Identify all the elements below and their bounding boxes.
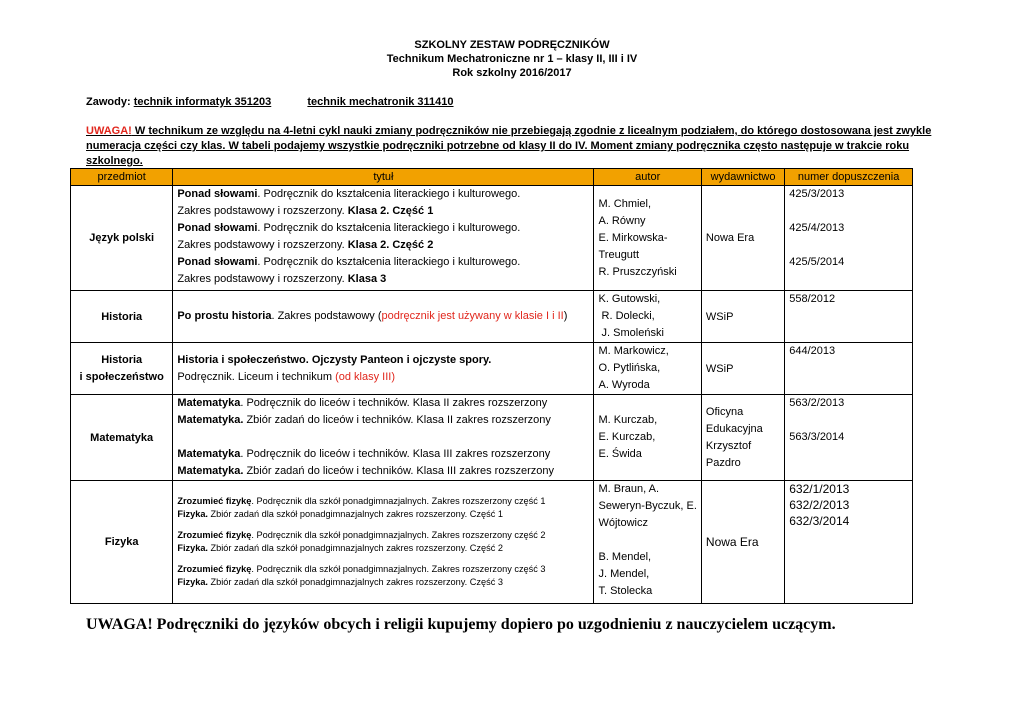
authors-his: M. Markowicz, O. Pytlińska, A. Wyroda (594, 343, 701, 395)
authors-matematyka: M. Kurczab, E. Kurczab, E. Świda (594, 395, 701, 481)
numbers-fizyka: 632/1/2013 632/2/2013 632/3/2014 (785, 481, 913, 604)
doc-subtitle: Technikum Mechatroniczne nr 1 – klasy II, III i IV (386, 53, 638, 65)
publisher-historia: WSiP (701, 291, 784, 343)
header-autor: autor (594, 169, 701, 186)
subject-historia: Historia (71, 291, 173, 343)
doc-title: SZKOLNY ZESTAW PODRĘCZNIKÓW (414, 39, 610, 51)
textbook-table (70, 168, 913, 604)
notice-uwaga: UWAGA! (86, 125, 132, 137)
publisher-his: WSiP (701, 343, 784, 395)
subject-polski: Język polski (71, 186, 173, 291)
publisher-matematyka: Oficyna Edukacyjna Krzysztof Pazdro (701, 395, 784, 481)
number-his: 644/2013 (785, 343, 913, 395)
titles-polski: Ponad słowami. Podręcznik do kształcenia literackiego i kulturowego. Zakres podstawowy i rozszerzony. Klasa 2. Część 1 Ponad słowami. Podręcznik do kształcenia literackiego i kulturowego. Zakres podstawowy i rozszerzony. Klasa 2. Część 2 Ponad słowami. Podręcznik do kształcenia literackiego i kulturowego. Zakres podstawowy i rozszerzony. Klasa 3 (173, 186, 594, 291)
titles-matematyka: Matematyka. Podręcznik do liceów i techników. Klasa II zakres rozszerzony Matematyka. Zbiór zadań do liceów i techników. Klasa II zakres rozszerzony Matematyka. Podręcznik do liceów i techników. Klasa III zakres rozszerzony Matematyka. Zbiór zadań do liceów i techników. Klasa III zakres rozszerzony (173, 395, 594, 481)
notice (86, 124, 946, 169)
publisher-fizyka: Nowa Era (701, 481, 784, 604)
subject-his: Historia i społeczeństwo (71, 343, 173, 395)
professions (86, 96, 454, 108)
notice-text: W technikum ze względu na 4-letni cykl nauki zmiany podręczników nie przebiegają zgodnie z licealnym podziałem, do którego dostosowana jest zwykle numeracja części czy klas. W tabeli podajemy wszystkie podręczniki potrzebne od klasy II do IV. Moment zmiany podręcznika często następuje w trakcie roku szkolnego. (86, 125, 932, 167)
school-year: Rok szkolny 2016/2017 (452, 67, 572, 79)
number-historia: 558/2012 (785, 291, 913, 343)
numbers-matematyka: 563/2/2013 563/3/2014 (785, 395, 913, 481)
header-przedmiot: przedmiot (71, 169, 173, 186)
table-header-row (71, 169, 913, 186)
table-row (71, 343, 913, 395)
header-tytul: tytuł (173, 169, 594, 186)
table-row (71, 395, 913, 481)
titles-fizyka: Zrozumieć fizykę. Podręcznik dla szkół ponadgimnazjalnych. Zakres rozszerzony część 1 Fizyka. Zbiór zadań dla szkół ponadgimnazjalnych zakres rozszerzony. Część 1 Zrozumieć fizykę. Podręcznik dla szkół ponadgimnazjalnych. Zakres rozszerzony część 2 Fizyka. Zbiór zadań dla szkół ponadgimnazjalnych zakres rozszerzony. Część 2 Zrozumieć fizykę. Podręcznik dla szkół ponadgimnazjalnych. Zakres rozszerzony część 3 Fizyka. Zbiór zadań dla szkół ponadgimnazjalnych zakres rozszerzony. Część 3 (173, 481, 594, 604)
profession-informatyk: technik informatyk 351203 (133, 96, 272, 108)
publisher-polski: Nowa Era (701, 186, 784, 291)
authors-fizyka: M. Braun, A. Seweryn-Byczuk, E. Wójtowicz B. Mendel, J. Mendel, T. Stolecka (594, 481, 701, 604)
authors-historia: K. Gutowski, R. Dolecki, J. Smoleński (594, 291, 701, 343)
table-row (71, 291, 913, 343)
header-numer: numer dopuszczenia (785, 169, 913, 186)
subject-matematyka: Matematyka (71, 395, 173, 481)
title-his: Historia i społeczeństwo. Ojczysty Panteon i ojczyste spory. Podręcznik. Liceum i technikum (od klasy III) (173, 343, 594, 395)
table-row (71, 186, 913, 291)
profession-mechatronik: technik mechatronik 311410 (307, 96, 454, 108)
bottom-notice: UWAGA! Podręczniki do języków obcych i religii kupujemy dopiero po uzgodnieniu z nauczycielem uczącym. (86, 616, 836, 633)
professions-label: Zawody: (86, 96, 131, 108)
authors-polski: M. Chmiel, A. Równy E. Mirkowska- Treugutt R. Pruszczyński (594, 186, 701, 291)
numbers-polski: 425/3/2013 425/4/2013 425/5/2014 (785, 186, 913, 291)
table-row (71, 481, 913, 604)
title-historia: Po prostu historia. Zakres podstawowy (podręcznik jest używany w klasie I i II) (173, 291, 594, 343)
subject-fizyka: Fizyka (71, 481, 173, 604)
header-wydawnictwo: wydawnictwo (701, 169, 784, 186)
